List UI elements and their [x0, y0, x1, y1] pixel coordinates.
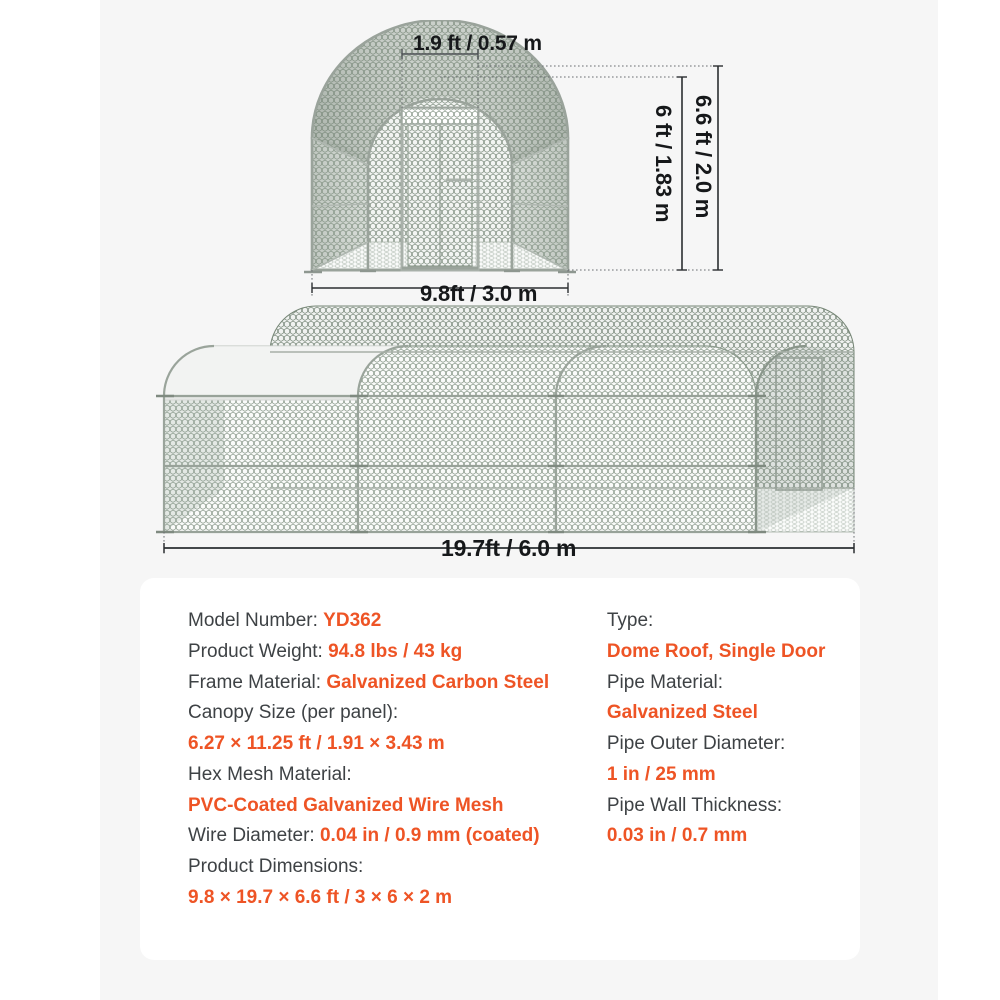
spec-column-right [597, 606, 834, 942]
spec-key: Product Dimensions: [188, 856, 364, 878]
center-door [402, 108, 478, 270]
spec-line: PVC-Coated Galvanized Wire Mesh [188, 794, 504, 816]
specification-card [140, 578, 860, 960]
spec-line [607, 729, 834, 760]
spec-line [188, 606, 597, 637]
spec-column-left [168, 606, 597, 942]
spec-key: Hex Mesh Material: [188, 763, 352, 785]
side-view-svg [140, 300, 870, 565]
inner-height-dimension-label: 6 ft / 1.83 m [651, 105, 676, 223]
spec-value: 0.04 in / 0.9 mm (coated) [319, 825, 540, 847]
spec-line: Galvanized Steel [606, 702, 758, 724]
outer-height-dimension-label: 6.6 ft / 2.0 m [691, 95, 716, 219]
spec-line: 6.27 × 11.25 ft / 1.91 × 3.43 m [188, 733, 445, 755]
side-view-illustration [140, 300, 870, 565]
spec-key: Wire Diameter: [188, 825, 320, 847]
door-width-dimension-label: 1.9 ft / 0.57 m [413, 32, 542, 55]
spec-key: Pipe Outer Diameter: [606, 733, 786, 755]
spec-key: Pipe Material: [606, 671, 724, 693]
spec-line [607, 791, 834, 822]
front-width-dimension-label: 9.8ft / 3.0 m [420, 281, 538, 306]
spec-key: Pipe Wall Thickness: [606, 794, 783, 816]
spec-line [607, 606, 834, 637]
spec-line: 9.8 × 19.7 × 6.6 ft / 3 × 6 × 2 m [188, 886, 453, 908]
spec-key: Product Weight: [188, 640, 329, 662]
spec-line [188, 637, 597, 668]
spec-line [188, 760, 597, 791]
spec-value: YD362 [323, 610, 382, 631]
spec-key: Canopy Size (per panel): [188, 702, 399, 724]
spec-line: 0.03 in / 0.7 mm [606, 825, 748, 847]
spec-line [188, 821, 597, 852]
spec-line [188, 852, 597, 883]
spec-line [188, 698, 597, 729]
spec-key: Frame Material: [188, 671, 327, 693]
spec-key: Model Number: [188, 610, 324, 631]
spec-value: Galvanized Carbon Steel [326, 671, 550, 693]
spec-line [607, 668, 834, 699]
spec-line [188, 668, 597, 699]
length-dimension-label: 19.7ft / 6.0 m [441, 535, 577, 561]
spec-key: Type: [606, 610, 654, 631]
spec-line: 1 in / 25 mm [606, 763, 716, 785]
spec-value: 94.8 lbs / 43 kg [328, 640, 463, 662]
spec-line: Dome Roof, Single Door [606, 640, 826, 662]
